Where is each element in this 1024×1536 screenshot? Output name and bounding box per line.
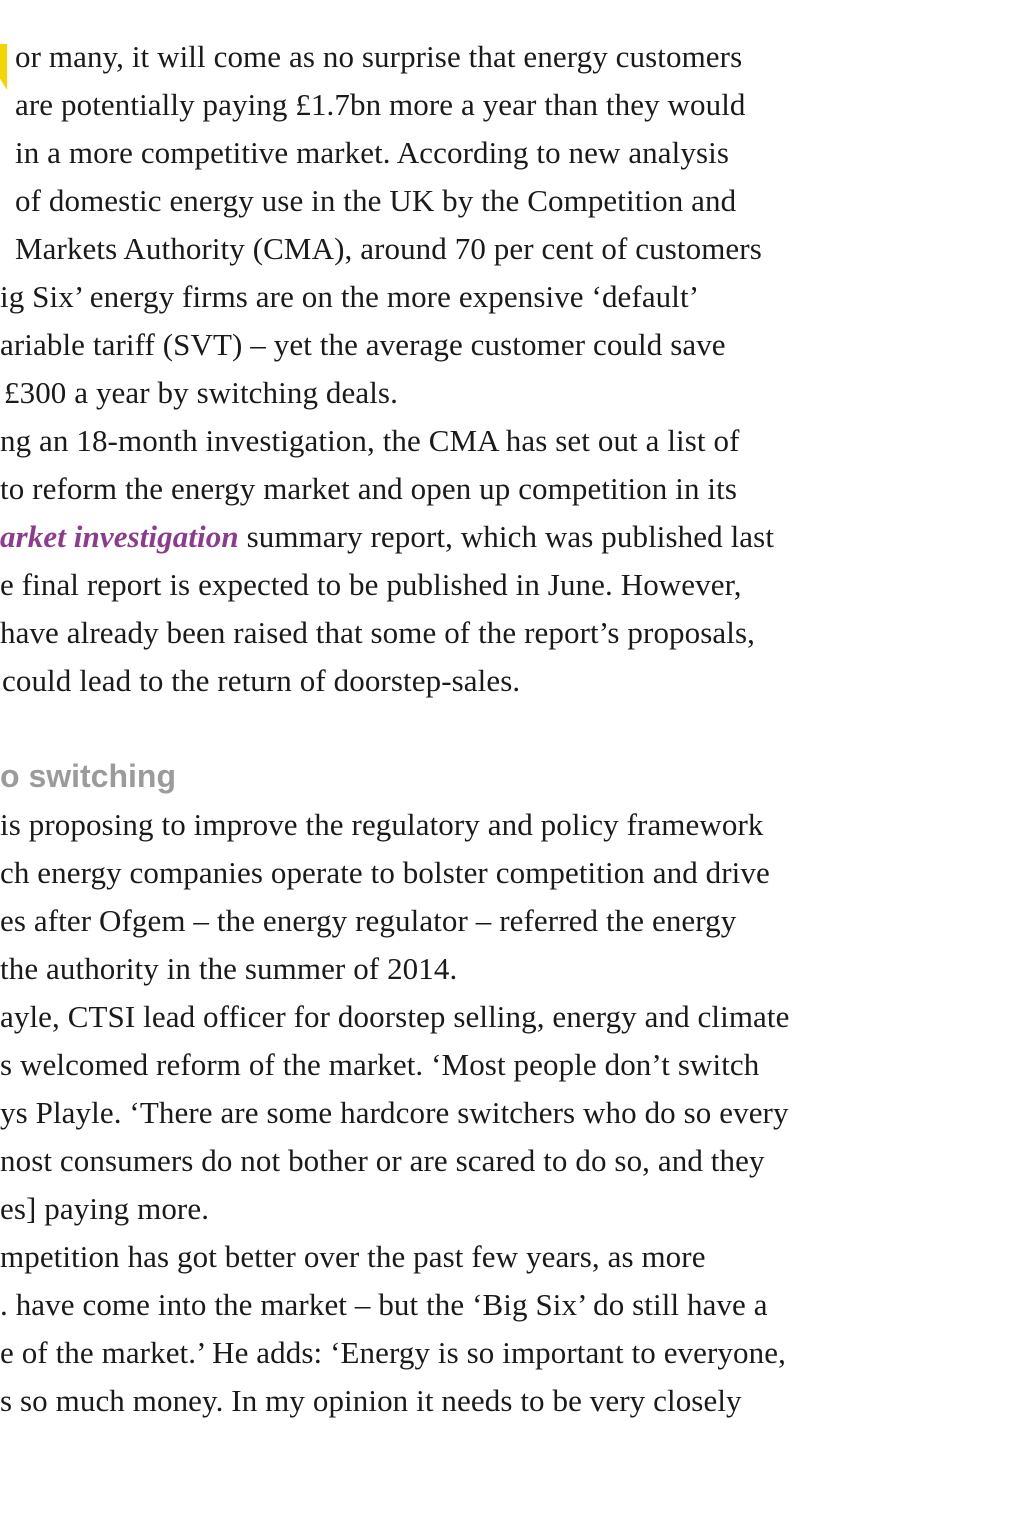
- para2-line-3: [0, 513, 774, 561]
- para3-line-4: the authority in the summer of 2014.: [0, 951, 458, 986]
- para2-line-6: could lead to the return of doorstep-sales.: [2, 663, 521, 698]
- para1-line-1: or many, it will come as no surprise that energy customers: [15, 39, 743, 74]
- para1-line-5: Markets Authority (CMA), around 70 per cent of customers: [15, 231, 762, 266]
- para1-line-6: ig Six’ energy firms are on the more expensive ‘default’: [0, 279, 700, 314]
- para2-line-1: ng an 18-month investigation, the CMA has set out a list of: [0, 423, 740, 458]
- para4-line-1: ayle, CTSI lead officer for doorstep selling, energy and climate: [0, 999, 790, 1034]
- para2-line-5: have already been raised that some of the report’s proposals,: [0, 615, 756, 650]
- para5-line-4: s so much money. In my opinion it needs to be very closely: [0, 1383, 742, 1418]
- para5-line-3: e of the market.’ He adds: ‘Energy is so important to everyone,: [0, 1335, 786, 1370]
- para1-line-4: of domestic energy use in the UK by the Competition and: [15, 183, 737, 218]
- section-subheading: o switching: [0, 758, 176, 794]
- para2-line-2: to reform the energy market and open up competition in its: [0, 471, 737, 506]
- para1-line-8: £300 a year by switching deals.: [4, 375, 398, 410]
- para4-line-4: nost consumers do not bother or are scared to do so, and they: [0, 1143, 765, 1178]
- para1-line-7: ariable tariff (SVT) – yet the average customer could save: [0, 327, 726, 362]
- para5-line-2: . have come into the market – but the ‘Big Six’ do still have a: [0, 1287, 768, 1322]
- para3-line-2: ch energy companies operate to bolster competition and drive: [0, 855, 770, 890]
- para5-line-1: mpetition has got better over the past few years, as more: [0, 1239, 706, 1274]
- para1-line-2: are potentially paying £1.7bn more a year than they would: [15, 87, 746, 122]
- para4-line-5: es] paying more.: [0, 1191, 210, 1226]
- market-investigation-link[interactable]: arket investigation: [0, 519, 239, 554]
- drop-cap-accent: [0, 44, 7, 90]
- para2-line-4: e final report is expected to be published in June. However,: [0, 567, 742, 602]
- para4-line-3: ys Playle. ‘There are some hardcore switchers who do so every: [0, 1095, 789, 1130]
- para3-line-3: es after Ofgem – the energy regulator – referred the energy: [0, 903, 737, 938]
- para2-line-3-text: summary report, which was published last: [238, 519, 775, 554]
- para1-line-3: in a more competitive market. According to new analysis: [15, 135, 729, 170]
- para4-line-2: s welcomed reform of the market. ‘Most people don’t switch: [0, 1047, 760, 1082]
- para3-line-1: is proposing to improve the regulatory and policy framework: [0, 807, 764, 842]
